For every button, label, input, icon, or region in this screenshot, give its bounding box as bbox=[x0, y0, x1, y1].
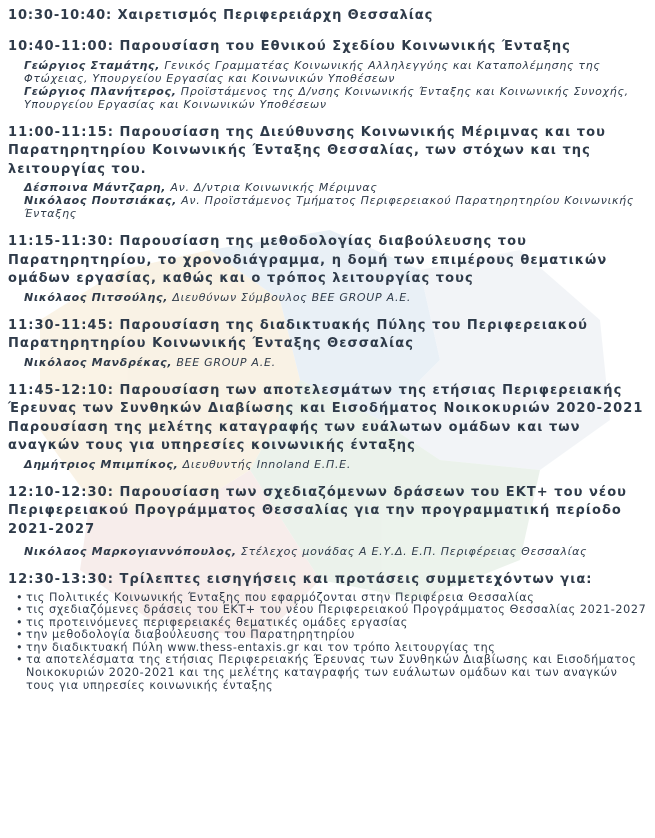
discussion-time: 12:30-13:30: bbox=[8, 572, 114, 587]
speaker-name: Νικόλαος Πουτσιάκας, bbox=[24, 194, 177, 207]
speaker-role: Διευθυντής Innoland Ε.Π.Ε. bbox=[178, 457, 352, 471]
agenda-time: 12:10-12:30: bbox=[8, 484, 114, 500]
speaker bbox=[8, 194, 647, 220]
speaker bbox=[8, 356, 647, 369]
speaker bbox=[8, 85, 647, 111]
agenda-time: 10:40-11:00: bbox=[8, 39, 114, 54]
list-item: • τις προτεινόμενες περιφερειακές θεματικές ομάδες εργασίας bbox=[16, 617, 647, 630]
agenda-title: Παρουσίαση της μεθοδολογίας διαβούλευσης του Παρατηρητηρίου, το χρονοδιάγραμμα, η δομή των επιμέρους θεματικών ομάδων εργασίας, καθώς και ο τρόπος λειτουργίας τους bbox=[8, 234, 608, 286]
agenda-title: Παρουσίαση της Διεύθυνσης Κοινωνικής Μέριμνας και του Παρατηρητηρίου Κοινωνικής Ένταξης Θεσσαλίας, των στόχων και της λειτουργίας του. bbox=[8, 124, 606, 177]
agenda-title: Παρουσίαση των αποτελεσμάτων της ετήσιας Περιφερειακής Έρευνας των Συνθηκών Διαβίωσης και Εισοδήματος Νοικοκυριών 2020-2021 bbox=[8, 382, 644, 416]
agenda-title: Χαιρετισμός Περιφερειάρχη Θεσσαλίας bbox=[117, 8, 434, 23]
speaker bbox=[8, 59, 647, 85]
agenda-title: Παρουσίαση των σχεδιαζόμενων δράσεων του ΕΚΤ+ του νέου Περιφερειακού Προγράμματος Θεσσαλίας για την προγραμματική περίοδο 2021-2027 bbox=[8, 484, 628, 537]
speaker-name: Νικόλαος Πιτσούλης, bbox=[24, 290, 169, 304]
agenda-time: 11:15-11:30: bbox=[8, 234, 114, 249]
list-item: • την μεθοδολογία διαβούλευσης του Παρατηρητηρίου bbox=[16, 629, 647, 642]
agenda-time: 11:45-12:10: bbox=[8, 382, 114, 398]
speaker bbox=[8, 291, 647, 304]
list-item: • τις σχεδιαζόμενες δράσεις του ΕΚΤ+ του νέου Περιφερειακού Προγράμματος Θεσσαλίας 2021-2027 bbox=[16, 604, 647, 617]
agenda-item bbox=[8, 317, 647, 369]
agenda-time: 10:30-10:40: bbox=[8, 8, 113, 23]
agenda-title: Παρουσίαση του Εθνικού Σχεδίου Κοινωνικής Ένταξης bbox=[119, 39, 571, 54]
speaker-name: Γεώργιος Σταμάτης, bbox=[24, 58, 161, 72]
agenda-time: 11:30-11:45: bbox=[8, 317, 114, 333]
agenda-subtitle: Παρουσίαση της μελέτης καταγραφής των ευάλωτων ομάδων και των αναγκών τους για υπηρεσίες κοινωνικής ένταξης bbox=[8, 419, 581, 453]
agenda-item bbox=[8, 382, 647, 471]
speaker-name: Δέσποινα Μάντζαρη, bbox=[24, 181, 167, 194]
agenda-item bbox=[8, 124, 647, 221]
agenda-item bbox=[8, 484, 647, 559]
discussion-list bbox=[8, 592, 647, 693]
speaker-name: Δημήτριος Μπιμπίκος, bbox=[24, 457, 179, 471]
list-item: • την διαδικτυακή Πύλη www.thess-entaxis.gr και τον τρόπο λειτουργίας της bbox=[16, 642, 647, 655]
agenda-item bbox=[8, 7, 647, 25]
speaker-role: Αν. Δ/ντρια Κοινωνικής Μέριμνας bbox=[166, 181, 378, 194]
discussion-title: Τρίλεπτες εισηγήσεις και προτάσεις συμμετεχόντων για: bbox=[119, 572, 593, 587]
speaker bbox=[8, 181, 647, 194]
list-item: • τα αποτελέσματα της ετήσιας Περιφερειακής Έρευνας των Συνθηκών Διαβίωσης και Εισοδήματος Νοικοκυριών 2020-2021 και της μελέτης καταγραφής των ευάλωτων ομάδων και των αναγκών τους για υπηρεσίες κοινωνικής ένταξης bbox=[16, 654, 647, 692]
speaker bbox=[8, 545, 647, 558]
speaker bbox=[8, 458, 647, 471]
agenda-time: 11:00-11:15: bbox=[8, 124, 114, 140]
speaker-role: Αν. Προϊστάμενος Τμήματος Περιφερειακού Παρατηρητηρίου Κοινωνικής Ένταξης bbox=[24, 194, 635, 220]
agenda-item bbox=[8, 38, 647, 111]
speaker-name: Νικόλαος Μανδρέκας, bbox=[24, 355, 173, 369]
speaker-role: Προϊστάμενος της Δ/νσης Κοινωνικής Ένταξης και Κοινωνικής Συνοχής, Υπουργείου Εργασίας και Κοινωνικών Υποθέσεων bbox=[24, 84, 629, 111]
list-item: • τις Πολιτικές Κοινωνικής Ένταξης που εφαρμόζονται στην Περιφέρεια Θεσσαλίας bbox=[16, 592, 647, 605]
agenda-item bbox=[8, 233, 647, 304]
speaker-role: BEE GROUP A.E. bbox=[172, 355, 276, 369]
speaker-role: Γενικός Γραμματέας Κοινωνικής Αλληλεγγύης και Καταπολέμησης της Φτώχειας, Υπουργείου Εργασίας και Κοινωνικών Υποθέσεων bbox=[24, 58, 601, 85]
agenda-title: Παρουσίαση της διαδικτυακής Πύλης του Περιφερειακού Παρατηρητηρίου Κοινωνικής Ένταξης Θεσσαλίας bbox=[8, 317, 588, 351]
discussion-section bbox=[8, 571, 647, 692]
speaker-role: Στέλεχος μονάδας Α Ε.Υ.Δ. Ε.Π. Περιφέρειας Θεσσαλίας bbox=[236, 545, 588, 558]
speaker-name: Γεώργιος Πλανήτερος, bbox=[24, 84, 177, 98]
speaker-name: Νικόλαος Μαρκογιαννόπουλος, bbox=[24, 545, 237, 558]
speaker-role: Διευθύνων Σύμβουλος BEE GROUP A.E. bbox=[168, 290, 412, 304]
